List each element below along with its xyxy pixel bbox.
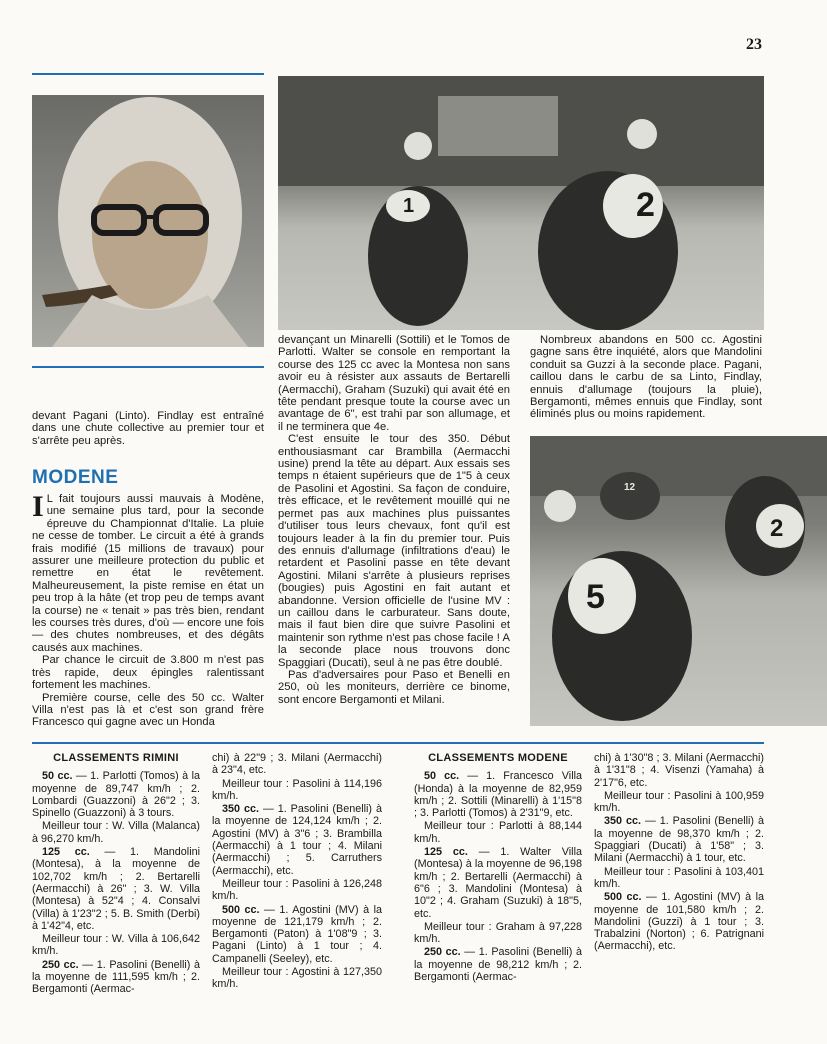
rimini-125cc-best: Meilleur tour : W. Villa à 106,642 km/h. [32, 933, 200, 958]
rimini-250cc-cont: chi) à 22"9 ; 3. Milani (Aermacchi) à 23"4, etc. [212, 752, 382, 777]
portrait-illustration [32, 95, 264, 347]
rimini-250cc-text: — 1. Pasolini (Benelli) à la moyenne de 111,595 km/h ; 2. Bergamonti (Aermac- [32, 958, 200, 996]
classements-rimini-title: CLASSEMENTS RIMINI [53, 752, 179, 764]
classements-modene-title: CLASSEMENTS MODENE [428, 752, 568, 764]
modene-500cc-label: 500 cc. [604, 891, 642, 904]
rimini-500cc-text: — 1. Agostini (MV) à la moyenne de 121,179 km/h ; 2. Bergamonti (Paton) à 1'08"9 ; 3. Pagani (Linto) à 1 tour ; 4. Campanelli (Seeley), etc. [212, 903, 382, 965]
mid-col-paragraph-2: C'est ensuite le tour des 350. Début enthousiasmant car Brambilla (Aermacchi usine) prend la tête au départ. Aux essais ses temps n étaient supérieurs que de 1"5 à ceux de Pasolini et Agostini. Sa façon de conduire, très efficace, et le revêtement mouillé qui ne permet pas aux machines plus puissantes d'utiliser tous leurs chevaux, font qu'il est toujours leader à la fin du premier tour. Puis des ennuis d'allumage (infiltrations d'eau) le retardent et Pasolini passe en tête devant Agostini. Milani s'arrête à plusieurs reprises (bougies) puis Agostini en fait autant et abandonne. Version officielle de l'usine MV : un caillou dans le carburateur. Sans doute, mais il faut bien dire que suivre Pasolini et maintenir son rythme n'est pas chose facile ! A la seconde place nous trouvons donc Spaggiari (Ducati), seul à ne pas être doublé. [278, 433, 510, 669]
race-number-12: 12 [624, 482, 636, 493]
classements-rimini-col2 [212, 752, 382, 992]
classements-rule [32, 742, 764, 744]
modene-350cc-text: — 1. Pasolini (Benelli) à la moyenne de 98,370 km/h ; 2. Spaggiari (Ducati) à 1'58" ; 3. Milani (Aermacchi) à 1 tour, etc. [594, 815, 764, 865]
rimini-125cc-label: 125 cc. [42, 846, 90, 859]
classements-modene-col2 [594, 752, 764, 954]
rimini-350cc-best: Meilleur tour : Pasolini à 126,248 km/h. [212, 877, 382, 903]
modene-50cc-text: — 1. Francesco Villa (Honda) à la moyenne de 82,959 km/h ; 2. Sottili (Minarelli) à 1'15"8 ; 3. Parlotti (Tomos) à 2'31"9, etc. [414, 770, 582, 820]
portrait-bottom-rule [32, 366, 264, 368]
modene-500cc-text: — 1. Agostini (MV) à la moyenne de 101,580 km/h ; 2. Mandolini (Guzzi) à 1 tour ; 3. Trabalzini (Norton) ; 6. Patrignani (Aermacchi), etc. [594, 891, 764, 953]
modene-paragraph-2: Par chance le circuit de 3.800 m n'est pas très rapide, deux épingles ralentissant fortement les machines. [32, 654, 264, 692]
left-col-continuation: devant Pagani (Linto). Findlay est entraîné dans une chute collective au premier tour et s'arrête peu après. [32, 410, 264, 447]
rimini-500cc-label: 500 cc. [222, 903, 260, 916]
mid-col-paragraph-1: devançant un Minarelli (Sottili) et le Tomos de Parlotti. Walter se console en remportant la course des 125 cc avec la Montesa non sans avoir eu à résister aux assauts de Bertarelli (Aermacchi), Graham (Suzuki) qui avait été en tête pendant presque toute la course avec un avantage de 6", est trahi par son allumage, et il ne terminera que 4e. [278, 334, 510, 433]
modene-125cc-label: 125 cc. [424, 846, 468, 859]
rimini-50cc-label: 50 cc. [42, 770, 73, 783]
right-col-paragraph: Nombreux abandons en 500 cc. Agostini gagne sans être inquiété, alors que Mandolini conduit sa Guzzi à la seconde place. Pagani, caillou dans le carbu de sa Linto, Findlay, ennuis d'allumage (toujours la pluie), Bergamonti, mêmes ennuis que Findlay, sont éliminés plus ou moins rapidement. [530, 334, 762, 421]
modene-paragraph-3: Première course, celle des 50 cc. Walter Villa n'est pas là et c'est son grand frère Francesco qui gagne avec un Honda [32, 691, 264, 729]
race-number-2: 2 [636, 186, 655, 224]
modene-125cc-best: Meilleur tour : Graham à 97,228 km/h. [414, 920, 582, 946]
race-number-1: 1 [403, 195, 415, 217]
modene-paragraph-1: L fait toujours aussi mauvais à Modène, une semaine plus tard, pour la seconde épreuve du Championnat d'Italie. La pluie ne cesse de tomber. Le circuit a été à grands frais modifié (15 millions de travaux) pour assurer une meilleure protection du public et remettre en état le revêtement. Malheureusement, la piste remise en état un peu trop à la hâte (et trop peu de temps avant la course) ne « tenait » pas très bien, rendant les courses très dures, d'où — encore une fois — des chutes nombreuses, et des dégâts causés aux machines. [32, 493, 264, 654]
modene-250cc-text: — 1. Pasolini (Benelli) à la moyenne de 98,212 km/h ; 2. Bergamonti (Aermac- [414, 946, 582, 984]
modene-heading: MODENE [32, 467, 119, 488]
rimini-350cc-text: — 1. Pasolini (Benelli) à la moyenne de 124,124 km/h ; 2. Agostini (MV) à 3"6 ; 3. Brambilla (Aermacchi) à 1 tour ; 4. Milani (Aermacchi) ; 5. Carruthers (Aermacchi), etc. [212, 803, 382, 877]
top-rule [32, 73, 264, 75]
race-number-5: 5 [586, 578, 605, 616]
portrait-photo [32, 95, 264, 347]
modene-125cc-text: — 1. Walter Villa (Montesa) à la moyenne de 96,198 km/h ; 2. Bertarelli (Aermacchi) à 6"6 ; 3. Mandolini (Montesa) à 10"2 ; 4. Graham (Suzuki) à 18"5, etc. [414, 846, 582, 920]
rimini-500cc-best: Meilleur tour : Agostini à 127,350 km/h. [212, 966, 382, 991]
rimini-250cc-best: Meilleur tour : Pasolini à 114,196 km/h. [212, 777, 382, 802]
page-number: 23 [746, 36, 762, 53]
race-photo-bottom [530, 436, 827, 726]
race-number-2b: 2 [770, 515, 784, 542]
rimini-50cc-best: Meilleur tour : W. Villa (Malanca) à 96,270 km/h. [32, 820, 200, 845]
modene-350cc-best: Meilleur tour : Pasolini à 103,401 km/h. [594, 865, 764, 890]
modene-350cc-label: 350 cc. [604, 815, 641, 828]
classements-rimini-col1 [32, 752, 200, 997]
race-photo-top [278, 76, 764, 330]
dropcap: I [32, 490, 44, 523]
mid-col-paragraph-3: Pas d'adversaires pour Paso et Benelli en 250, où les moniteurs, derrière ce binome, sont encore Bergamonti et Milani. [278, 668, 510, 706]
rimini-350cc-label: 350 cc. [222, 803, 259, 816]
modene-250cc-cont: chi) à 1'30"8 ; 3. Milani (Aermacchi) à 1'31"8 ; 4. Visenzi (Yamaha) à 2'17"6, etc. [594, 752, 764, 789]
modene-50cc-best: Meilleur tour : Parlotti à 88,144 km/h. [414, 820, 582, 845]
modene-250cc-label: 250 cc. [424, 946, 461, 959]
modene-50cc-label: 50 cc. [424, 770, 460, 783]
classements-modene-col1 [414, 752, 582, 984]
modene-250cc-best: Meilleur tour : Pasolini à 100,959 km/h. [594, 789, 764, 815]
rimini-125cc-text: — 1. Mandolini (Montesa), à la moyenne de 102,702 km/h ; 2. Bertarelli (Aermacchi) à 26" ; 3. W. Villa (Montesa) à 52"4 ; 4. Consalvi (Villa) à 1'23"2 ; 5. B. Smith (Derbi) à 1'42"4, etc. [32, 846, 200, 932]
rimini-50cc-text: — 1. Parlotti (Tomos) à la moyenne de 89,747 km/h ; 2. Lombardi (Guazzoni) à 26"2 ; 3. Spinello (Guazzoni) à 3 tours. [32, 770, 200, 820]
rimini-250cc-label: 250 cc. [42, 958, 79, 971]
